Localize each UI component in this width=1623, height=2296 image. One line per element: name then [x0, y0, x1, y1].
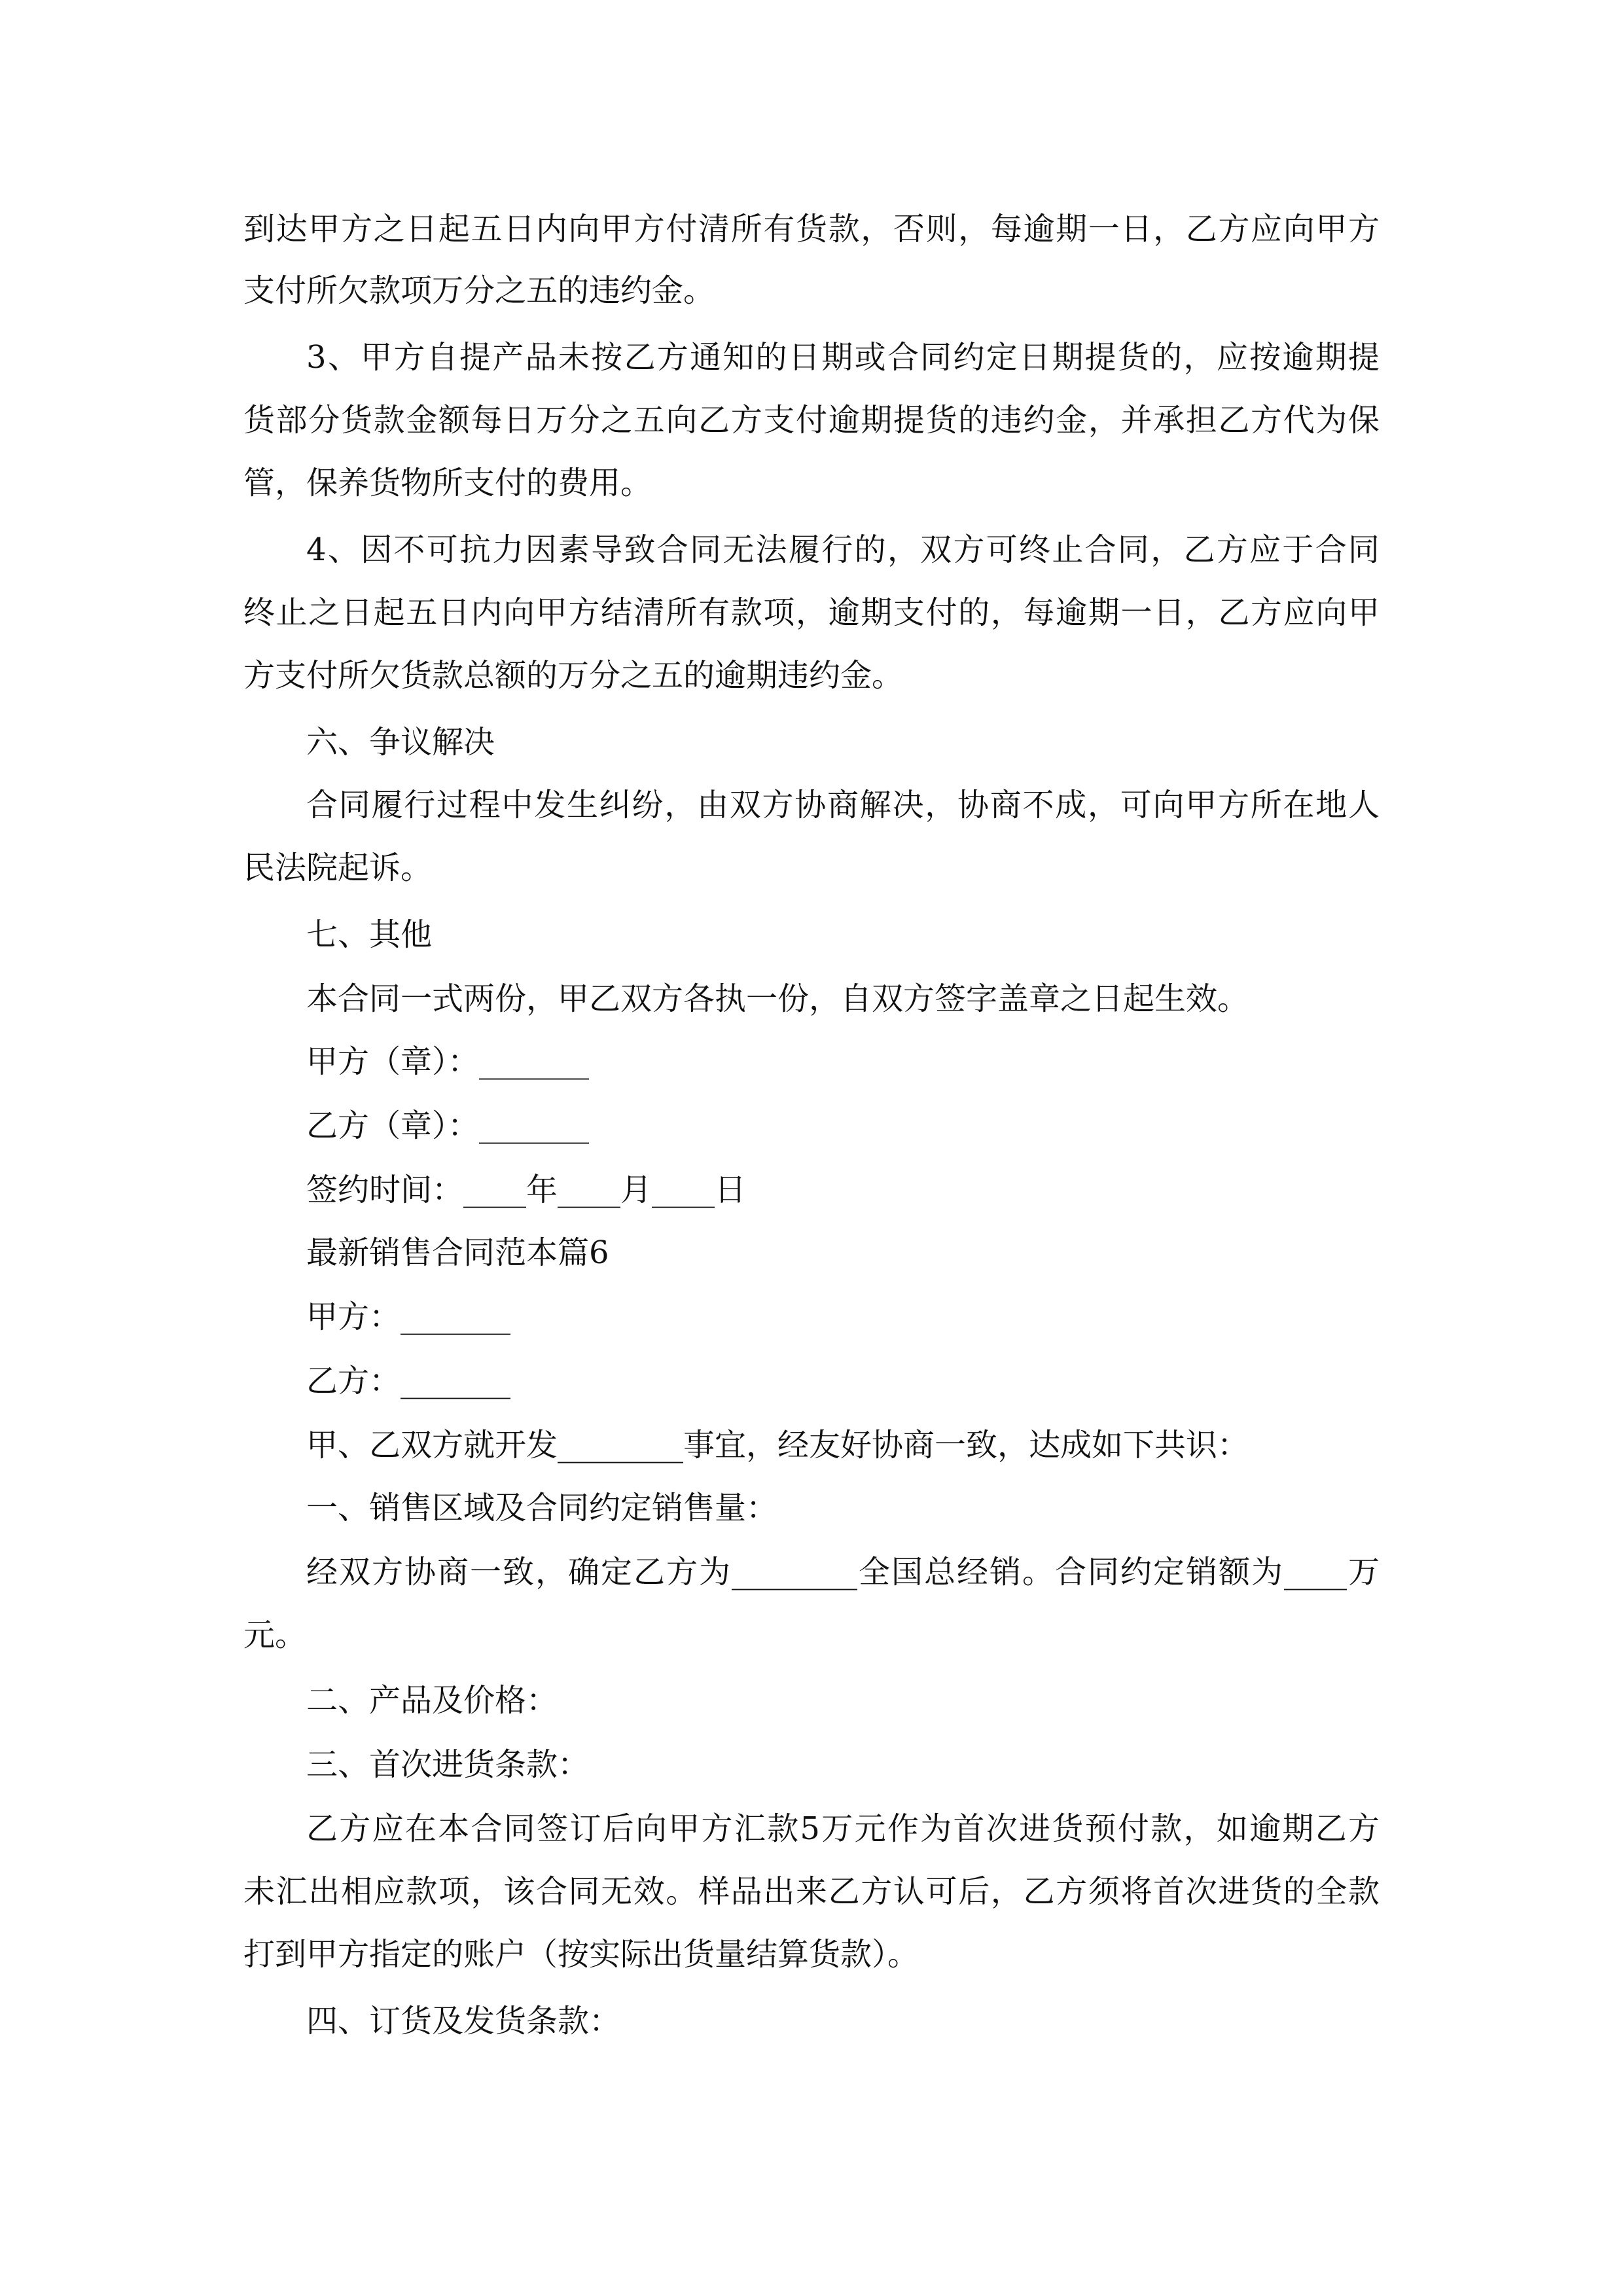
paragraph-line: 管，保养货物所支付的费用。 [243, 465, 652, 501]
paragraph-line: 合同履行过程中发生纠纷，由双方协商解决，协商不成，可向甲方所在地人 [306, 787, 1380, 823]
party-a-field: 甲方：_______ [306, 1299, 511, 1335]
clause-3-line: 3、甲方自提产品未按乙方通知的日期或合同约定日期提货的，应按逾期提 [306, 339, 1380, 376]
section-heading-sales-area: 一、销售区域及合同约定销售量： [306, 1490, 778, 1526]
paragraph-line: 本合同一式两份，甲乙双方各执一份，自双方签字盖章之日起生效。 [306, 980, 1249, 1017]
paragraph-line: 元。 [243, 1617, 307, 1653]
paragraph-line: 甲、乙双方就开发________事宜，经友好协商一致，达成如下共识： [306, 1427, 1249, 1463]
paragraph-line: 未汇出相应款项，该合同无效。样品出来乙方认可后，乙方须将首次进货的全款 [243, 1873, 1380, 1910]
party-a-seal-field: 甲方（章）：_______ [306, 1043, 590, 1080]
paragraph-line: 乙方应在本合同签订后向甲方汇款5万元作为首次进货预付款，如逾期乙方 [306, 1810, 1380, 1847]
section-heading-other: 七、其他 [306, 916, 433, 953]
paragraph-line: 打到甲方指定的账户（按实际出货量结算货款）。 [243, 1936, 919, 1973]
signing-date-field: 签约时间：____年____月____日 [306, 1172, 747, 1208]
paragraph-line: 经双方协商一致，确定乙方为________全国总经销。合同约定销额为____万 [306, 1554, 1380, 1590]
party-b-seal-field: 乙方（章）：_______ [306, 1107, 590, 1144]
paragraph-line: 到达甲方之日起五日内向甲方付清所有货款，否则，每逾期一日，乙方应向甲方 [243, 211, 1380, 247]
section-heading-first-purchase: 三、首次进货条款： [306, 1746, 590, 1783]
contract-title: 最新销售合同范本篇6 [306, 1234, 609, 1271]
paragraph-line: 方支付所欠货款总额的万分之五的逾期违约金。 [243, 657, 904, 694]
party-b-field: 乙方：_______ [306, 1363, 511, 1399]
paragraph-line: 终止之日起五日内向甲方结清所有款项，逾期支付的，每逾期一日，乙方应向甲 [243, 594, 1380, 631]
clause-4-line: 4、因不可抗力因素导致合同无法履行的，双方可终止合同，乙方应于合同 [306, 531, 1380, 568]
paragraph-line: 货部分货款金额每日万分之五向乙方支付逾期提货的违约金，并承担乙方代为保 [243, 402, 1380, 439]
paragraph-line: 民法院起诉。 [243, 850, 433, 886]
section-heading-product-price: 二、产品及价格： [306, 1682, 558, 1719]
section-heading-order-delivery: 四、订货及发货条款： [306, 2003, 621, 2039]
section-heading-dispute: 六、争议解决 [306, 724, 495, 761]
paragraph-line: 支付所欠款项万分之五的违约金。 [243, 272, 715, 309]
